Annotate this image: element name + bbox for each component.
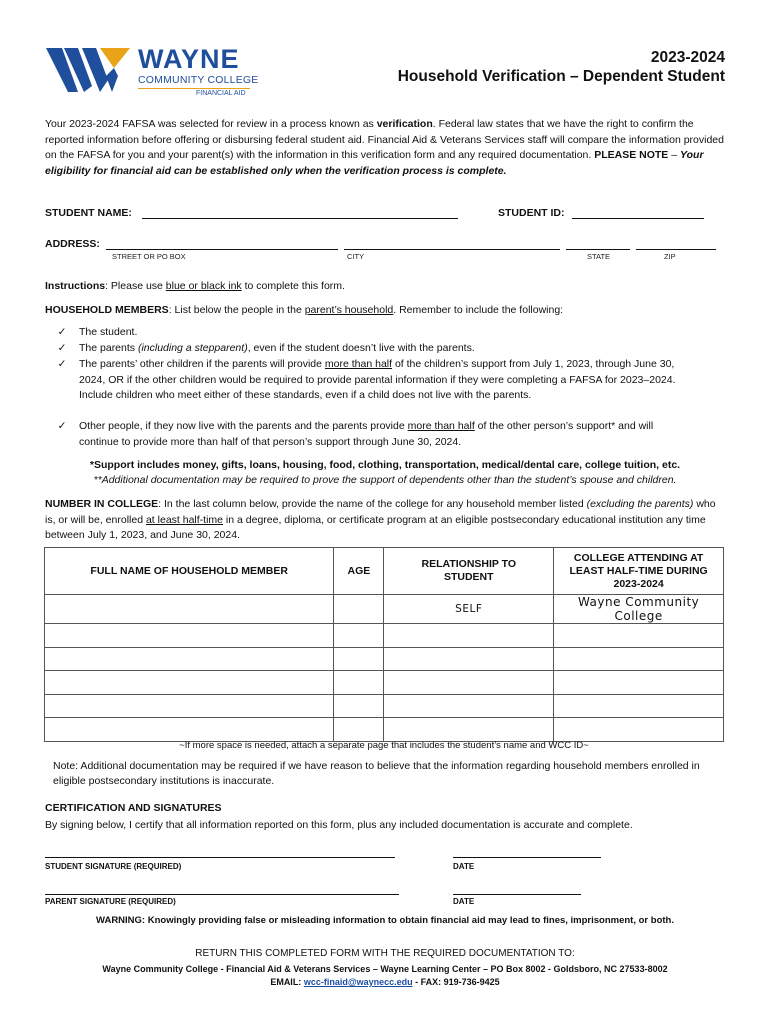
state-caption: STATE [587,252,611,261]
relationship-cell[interactable] [384,718,554,742]
college-cell[interactable] [554,671,724,695]
item-text-2: , even if the student doesn’t live with the parents. [247,342,475,354]
street-field[interactable] [106,238,338,250]
logo-department: FINANCIAL AID [196,90,246,97]
certification-heading: CERTIFICATION AND SIGNATURES [45,802,222,814]
college-logo [46,44,266,100]
college-cell[interactable] [554,694,724,718]
certification-text: By signing below, I certify that all information reported on this form, plus any included documentation is accurate and complete. [45,819,633,831]
more-space-note: ~If more space is needed, attach a separate page that includes the student’s name and WCC ID~ [179,740,589,751]
item-text-2: of the children’s support from July 1, 2023, through June 30, 2024, OR if the other children would be required to provide parental information if they were completing a FAFSA for 2023–2024. Include children who meet either of these standards, even if a child does not live with the parents. [79,358,676,401]
household-members-table [44,547,724,742]
college-text: : In the last column below, provide the name of the college for any household member listed [158,498,587,510]
student-id-label: STUDENT ID: [498,207,565,219]
item-more-than-half: more than half [324,358,393,370]
table-row [45,624,724,648]
col-relationship: RELATIONSHIP TO STUDENT [384,548,554,595]
age-cell[interactable] [334,595,384,624]
household-label: HOUSEHOLD MEMBERS [45,304,169,316]
number-in-college-label: NUMBER IN COLLEGE [45,498,159,510]
student-name-field[interactable] [142,207,458,219]
age-cell[interactable] [334,718,384,742]
relationship-cell[interactable]: SELF [384,595,554,624]
item-more-than-half: more than half [407,420,475,432]
instructions-text-2: to complete this form. [241,280,345,292]
college-excluding-parents: (excluding the parents) [586,498,694,510]
mailing-address: Wayne Community College - Financial Aid & Veterans Services – Wayne Learning Center – PO Box 8002 - Goldsboro, NC 27533-8002 [102,964,668,974]
parent-signature-label: PARENT SIGNATURE (REQUIRED) [45,897,176,906]
student-signature-field[interactable] [45,849,395,858]
list-item-other-people [79,419,689,450]
relationship-cell[interactable] [384,671,554,695]
parent-date-field[interactable] [453,886,581,895]
email-label: EMAIL: [270,977,304,987]
name-cell[interactable] [45,694,334,718]
college-cell[interactable] [554,647,724,671]
college-text-3: in a degree, diploma, or certificate program at an eligible postsecondary educational institution any time between July 1, 2023, and June 30, 2024. [45,513,706,541]
checkmark-icon: ✓ [57,420,67,432]
documentation-accuracy-note: Note: Additional documentation may be required if we have reason to believe that the information regarding household members enrolled in eligible postsecondary institutions is inaccurate. [53,760,700,787]
table-header-row [45,548,724,595]
table-row [45,671,724,695]
table-row [45,718,724,742]
col-full-name: FULL NAME OF HOUSEHOLD MEMBER [45,548,334,595]
checkmark-icon: ✓ [57,342,67,354]
instructions-line [45,279,345,295]
table-row [45,595,724,624]
list-item-student: The student. [79,326,138,338]
form-title: Household Verification – Dependent Student [397,68,725,85]
checkmark-icon: ✓ [57,326,67,338]
list-item-parents [79,341,719,357]
zip-caption: ZIP [664,252,676,261]
fax-number: - FAX: 919-736-9425 [412,977,500,987]
form-title-block [398,48,725,86]
relationship-cell[interactable] [384,694,554,718]
age-cell[interactable] [334,694,384,718]
item-text: The parents [79,342,138,354]
logo-college: COMMUNITY COLLEGE [138,74,259,86]
col-college: COLLEGE ATTENDING AT LEAST HALF-TIME DURING 2023-2024 [554,548,724,595]
intro-text-2: . Federal law states that we have the right to confirm the reported information before offering or disbursing federal student aid. Financial Aid & Veterans Services staff will compare the information provided on the FAFSA for you and your parent(s) with the information in this verification form and any required documentation. [45,118,724,161]
name-cell[interactable] [45,624,334,648]
college-cell[interactable] [554,718,724,742]
age-cell[interactable] [334,671,384,695]
table-row [45,647,724,671]
household-text: : List below the people in the [168,304,305,316]
college-text-2: who is, or will be, enrolled [45,498,716,526]
name-cell[interactable] [45,718,334,742]
documentation-note: **Additional documentation may be required to prove the support of dependents other than the student’s spouse and children. [93,474,677,486]
instructions-text: : Please use [105,280,166,292]
college-cell[interactable] [554,624,724,648]
household-text-2: . Remember to include the following: [393,304,564,316]
logo-divider [138,88,250,89]
city-field[interactable] [344,238,560,250]
checkmark-icon: ✓ [57,358,67,370]
intro-dash: – [668,149,681,161]
intro-please-note: PLEASE NOTE [594,149,669,161]
instructions-ink: blue or black ink [165,280,242,292]
col-age: AGE [334,548,384,595]
relationship-cell[interactable] [384,647,554,671]
address-label: ADDRESS: [45,238,100,250]
student-date-label: DATE [453,862,475,871]
city-caption: CITY [347,252,365,261]
instructions-label: Instructions [45,280,106,292]
form-year: 2023-2024 [650,49,725,66]
number-in-college-paragraph [45,497,725,544]
age-cell[interactable] [334,647,384,671]
email-link[interactable]: wcc-finaid@waynecc.edu [303,977,413,987]
name-cell[interactable] [45,671,334,695]
age-cell[interactable] [334,624,384,648]
item-stepparent: (including a stepparent) [137,342,248,354]
list-item-other-children [79,357,684,404]
street-caption: STREET OR PO BOX [112,252,186,261]
intro-paragraph [45,117,725,179]
logo-wordmark: WAYNE [138,44,240,74]
student-signature-label: STUDENT SIGNATURE (REQUIRED) [45,862,182,871]
warning-text: WARNING: Knowingly providing false or misleading information to obtain financial aid may lead to fines, imprisonment, or both. [96,915,674,926]
wayne-w-logo-icon [46,46,134,96]
household-parents-household: parent’s household [304,304,394,316]
contact-line [40,977,730,987]
name-cell[interactable] [45,595,334,624]
intro-eligibility-note: Your eligibility for financial aid can be established only when the verification process is complete. [45,149,704,177]
intro-verification: verification [376,118,433,130]
support-note: *Support includes money, gifts, loans, housing, food, clothing, transportation, medical/dental care, college tuition, etc. [89,459,681,471]
college-cell[interactable]: Wayne Community College [554,595,724,624]
student-name-label: STUDENT NAME: [45,207,132,219]
intro-text: Your 2023-2024 FAFSA was selected for review in a process known as [45,118,377,130]
table-row [45,694,724,718]
item-text-2: of the other person’s support* and will continue to provide more than half of that person’s support through June 30, 2024. [79,420,654,448]
return-instructions: RETURN THIS COMPLETED FORM WITH THE REQUIRED DOCUMENTATION TO: [195,948,575,959]
student-date-field[interactable] [453,849,601,858]
parent-signature-field[interactable] [45,886,399,895]
college-half-time: at least half-time [145,513,224,526]
parent-date-label: DATE [453,897,475,906]
state-field[interactable] [566,238,630,250]
zip-field[interactable] [636,238,716,250]
item-text: Other people, if they now live with the parents and the parents provide [79,420,408,432]
student-id-field[interactable] [572,207,704,219]
relationship-cell[interactable] [384,624,554,648]
item-text: The parents’ other children if the parents will provide [79,358,325,370]
household-intro [45,303,725,319]
name-cell[interactable] [45,647,334,671]
